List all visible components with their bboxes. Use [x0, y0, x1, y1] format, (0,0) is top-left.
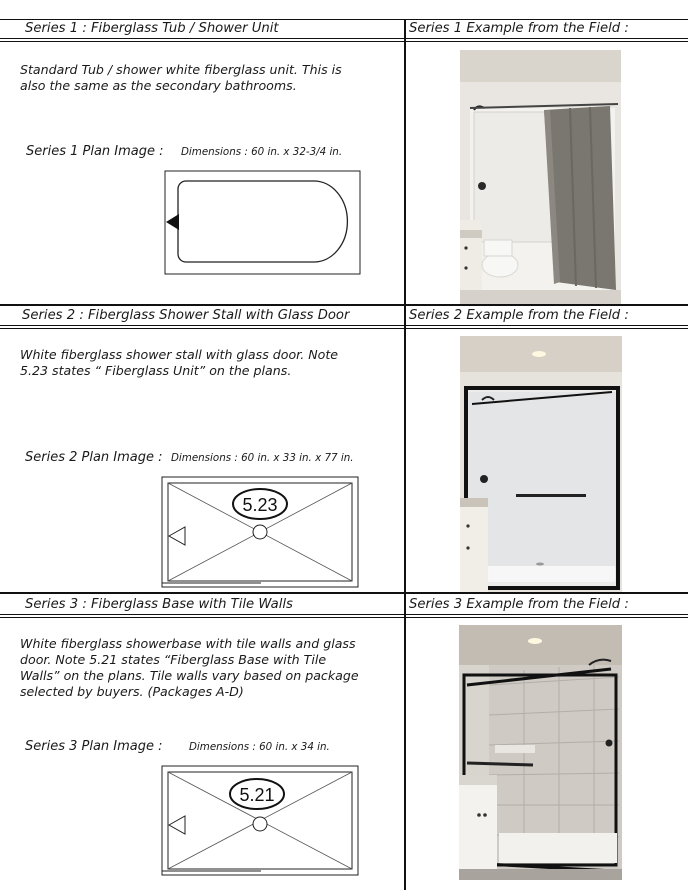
series-1-dimensions: Dimensions : 60 in. x 32-3/4 in.	[181, 146, 343, 158]
series-3-shower-plan	[161, 765, 359, 877]
series-2-heading: Series 2 : Fiberglass Shower Stall with Glass Door	[22, 308, 350, 323]
valve-icon	[606, 740, 613, 747]
series-3-note-number: 5.21	[239, 785, 275, 805]
series-2-field-photo	[460, 336, 622, 592]
header-rule-2a	[0, 325, 688, 326]
series-2-shower-plan	[161, 476, 359, 589]
series-3-dimensions: Dimensions : 60 in. x 34 in.	[189, 741, 330, 753]
valve-icon	[478, 182, 486, 190]
series-2-note-number: 5.23	[242, 495, 278, 515]
drain-icon	[253, 817, 267, 831]
series-3-heading: Series 3 : Fiberglass Base with Tile Walls	[25, 597, 293, 612]
series-2-example-heading: Series 2 Example from the Field :	[409, 308, 629, 323]
header-rule-2b	[0, 328, 688, 329]
drain-icon	[253, 525, 267, 539]
column-divider	[404, 19, 406, 890]
valve-icon	[480, 475, 488, 483]
handle-icon	[464, 246, 467, 249]
series-1-description: Standard Tub / shower white fiberglass unit. This is also the same as the secondary bathrooms.	[20, 62, 342, 93]
header-rule-3a	[0, 614, 688, 615]
header-rule-1b	[0, 41, 688, 42]
header-rule-1a	[0, 38, 688, 39]
series-1-heading: Series 1 : Fiberglass Tub / Shower Unit	[25, 21, 279, 36]
series-2-description: White fiberglass shower stall with glass door. Note 5.23 states “ Fiberglass Unit” on the plans.	[20, 347, 339, 378]
series-3-field-photo	[459, 625, 622, 880]
section-rule-2	[0, 304, 688, 306]
series-3-plan-label: Series 3 Plan Image :	[25, 739, 163, 754]
series-3-description: White fiberglass showerbase with tile walls and glass door. Note 5.21 states “Fiberglass Base with Tile Walls” on the plans. Tile walls vary based on package selected by buyers. (Packages A-D)	[20, 636, 359, 699]
top-rule	[0, 19, 688, 20]
section-rule-3	[0, 592, 688, 594]
series-1-field-photo	[460, 50, 621, 304]
header-rule-3b	[0, 617, 688, 618]
series-1-example-heading: Series 1 Example from the Field :	[409, 21, 629, 36]
series-1-tub-plan	[164, 170, 361, 275]
series-3-example-heading: Series 3 Example from the Field :	[409, 597, 629, 612]
series-2-dimensions: Dimensions : 60 in. x 33 in. x 77 in.	[171, 452, 354, 464]
series-2-plan-label: Series 2 Plan Image :	[25, 450, 163, 465]
series-1-plan-label: Series 1 Plan Image :	[26, 144, 164, 159]
